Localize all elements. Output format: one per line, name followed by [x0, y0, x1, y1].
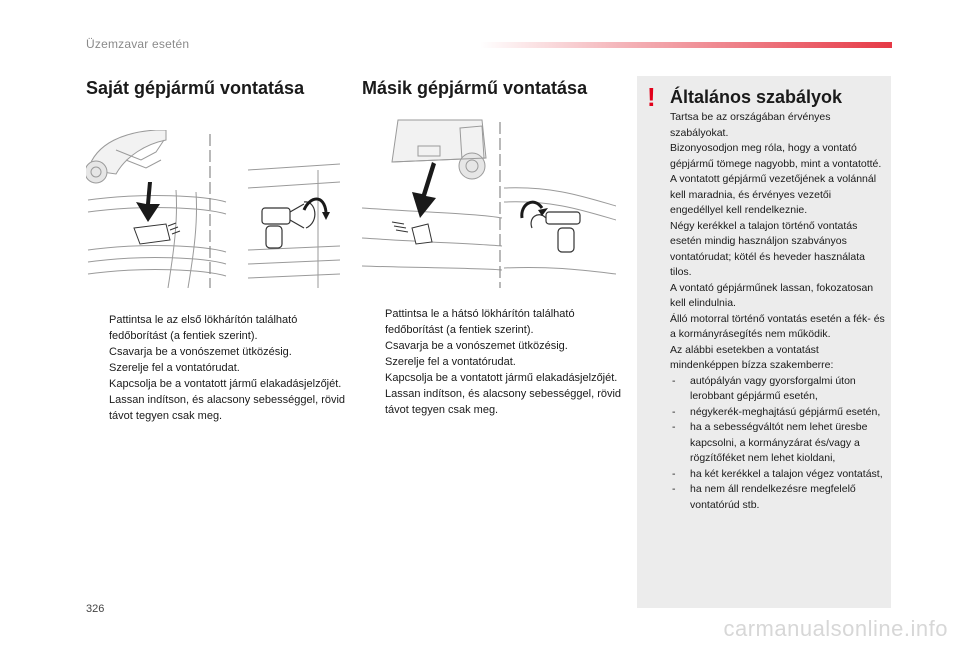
watermark: carmanualsonline.info: [723, 616, 948, 641]
list-item: - ha a sebességváltót nem lehet üresbe kapcsolni, a kormányzárat és/vagy a rögzítőféket nem lehet kioldani,: [672, 421, 868, 464]
list-item: Pattintsa le az első lökhárítón található fedőborítást (a fentiek szerint).: [109, 314, 298, 342]
page-number: 326: [86, 603, 105, 615]
list-item: - autópályán vagy gyorsforgalmi úton lerobbant gépjármű esetén,: [672, 374, 856, 402]
list-item: - négykerék-meghajtású gépjármű esetén,: [672, 405, 881, 418]
rule-paragraph: Bizonyosodjon meg róla, hogy a vontató gépjármű tömege nagyobb, mint a vontatotté.: [670, 142, 882, 170]
list-item: Kapcsolja be a vontatott jármű elakadásjelzőjét.: [385, 372, 618, 384]
own-vehicle-steps: [86, 312, 348, 424]
rule-paragraph: Tartsa be az országában érvényes szabályokat.: [670, 111, 831, 139]
chapter-title: Üzemzavar esetén: [86, 37, 190, 51]
general-rules-box: [637, 76, 891, 608]
rule-paragraph: Álló motorral történő vontatás esetén a fék- és a kormányrásegítés nem működik.: [670, 312, 885, 340]
list-item: - ha két kerékkel a talajon végez vontatást,: [672, 467, 883, 480]
list-item: - ha nem áll rendelkezésre megfelelő vontatórúd stb.: [672, 483, 856, 511]
list-item: Szerelje fel a vontatórudat.: [385, 356, 516, 368]
rule-paragraph: A vontatott gépjármű vezetőjének a volánnál kell maradnia, és érvényes vezetői engedéllyel kell rendelkeznie.: [670, 173, 877, 216]
own-vehicle-title: Saját gépjármű vontatása: [86, 78, 305, 98]
list-item: Szerelje fel a vontatórudat.: [109, 362, 240, 374]
rule-paragraph: Négy kerékkel a talajon történő vontatás esetén mindig használjon szabványos vontatórudat; kötél és heveder használata tilos.: [670, 219, 865, 278]
rear-towing-illustration: [362, 118, 616, 288]
other-vehicle-title: Másik gépjármű vontatása: [362, 78, 588, 98]
list-item: Csavarja be a vonószemet ütközésig.: [385, 340, 568, 352]
front-towing-illustration: [86, 130, 340, 288]
list-item: Csavarja be a vonószemet ütközésig.: [109, 346, 292, 358]
general-rules-body: [670, 110, 886, 513]
general-rules-title: Általános szabályok: [670, 87, 843, 107]
other-vehicle-steps: [362, 306, 624, 418]
rule-paragraph: A vontató gépjárműnek lassan, fokozatosan kell elindulnia.: [670, 281, 874, 309]
list-item: Pattintsa le a hátsó lökhárítón található fedőborítást (a fentiek szerint).: [385, 308, 575, 336]
header-accent-bar: [480, 42, 892, 48]
professional-towing-cases: [670, 374, 886, 514]
rear-bumper-tow-eye-icon: [362, 118, 616, 288]
list-item: Lassan indítson, és alacsony sebességgel, rövid távot tegyen csak meg.: [109, 394, 346, 422]
front-bumper-tow-eye-icon: [86, 130, 340, 288]
list-item: Lassan indítson, és alacsony sebességgel, rövid távot tegyen csak meg.: [385, 388, 622, 416]
rule-paragraph: Az alábbi esetekben a vontatást mindenképpen bízza szakemberre:: [670, 343, 834, 371]
list-item: Kapcsolja be a vontatott jármű elakadásjelzőjét.: [109, 378, 342, 390]
warning-icon: !: [647, 82, 656, 112]
